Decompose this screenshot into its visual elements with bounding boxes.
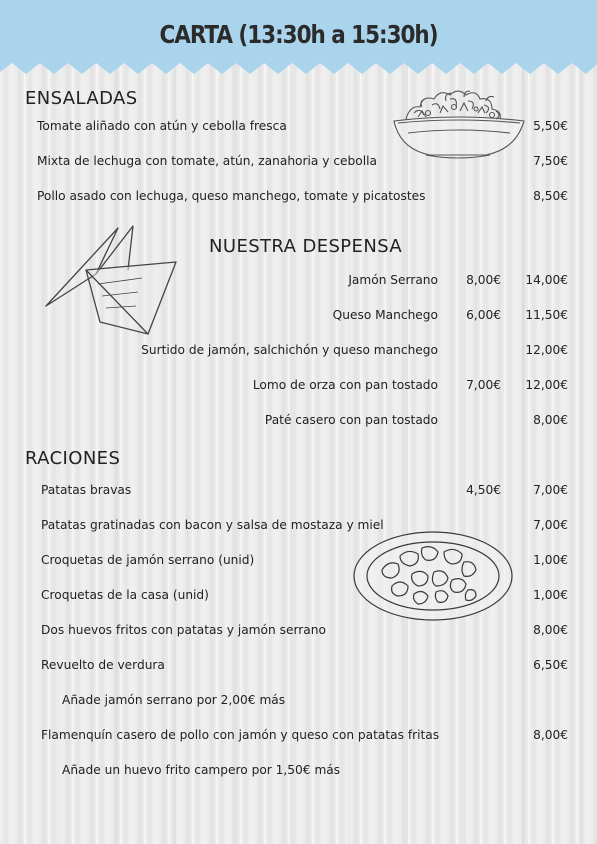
item-name: Mixta de lechuga con tomate, atún, zanahoria y cebolla — [37, 154, 377, 168]
section-title-ensaladas: ENSALADAS — [25, 88, 138, 109]
item-half-price: 4,50€ — [466, 483, 501, 497]
item-price: 8,00€ — [533, 623, 568, 637]
potato-plate-icon — [352, 530, 514, 622]
section-title-despensa: NUESTRA DESPENSA — [209, 236, 403, 257]
item-price: 8,00€ — [533, 413, 568, 427]
item-half-price: 7,00€ — [466, 378, 501, 392]
item-name: Croquetas de la casa (unid) — [41, 588, 209, 602]
menu-item — [0, 375, 597, 395]
menu-item — [0, 655, 597, 675]
menu-item-addon — [0, 760, 597, 780]
item-half-price: 8,00€ — [466, 273, 501, 287]
item-price: 6,50€ — [533, 658, 568, 672]
menu-item — [0, 340, 597, 360]
item-name: Patatas gratinadas con bacon y salsa de mostaza y miel — [41, 518, 384, 532]
item-name: Añade un huevo frito campero por 1,50€ más — [62, 763, 341, 777]
item-name: Flamenquín casero de pollo con jamón y queso con patatas fritas — [41, 728, 440, 742]
item-price: 7,00€ — [533, 483, 568, 497]
menu-item — [0, 725, 597, 745]
item-name: Patatas bravas — [41, 483, 132, 497]
item-price: 11,50€ — [525, 308, 568, 322]
item-price: 8,50€ — [533, 189, 568, 203]
item-price: 12,00€ — [525, 378, 568, 392]
menu-item — [0, 151, 597, 171]
item-price: 7,00€ — [533, 518, 568, 532]
menu-item-addon — [0, 690, 597, 710]
item-name: Tomate aliñado con atún y cebolla fresca — [37, 119, 287, 133]
item-price: 14,00€ — [525, 273, 568, 287]
menu-item — [0, 585, 597, 605]
item-price: 1,00€ — [533, 553, 568, 567]
item-name: Jamón Serrano — [348, 273, 438, 287]
header-band — [0, 0, 597, 78]
menu-item — [0, 186, 597, 206]
item-price: 7,50€ — [533, 154, 568, 168]
item-name: Croquetas de jamón serrano (unid) — [41, 553, 255, 567]
menu-item — [0, 550, 597, 570]
item-name: Queso Manchego — [332, 308, 438, 322]
item-name: Paté casero con pan tostado — [264, 413, 438, 427]
menu-item — [0, 515, 597, 535]
item-name: Revuelto de verdura — [41, 658, 165, 672]
item-price: 8,00€ — [533, 728, 568, 742]
item-name: Lomo de orza con pan tostado — [252, 378, 438, 392]
menu-item — [0, 270, 597, 290]
menu-item — [0, 480, 597, 500]
item-price: 5,50€ — [533, 119, 568, 133]
menu-item — [0, 116, 597, 136]
item-name: Dos huevos fritos con patatas y jamón serrano — [41, 623, 326, 637]
menu-item — [0, 305, 597, 325]
menu-item — [0, 410, 597, 430]
item-name: Añade jamón serrano por 2,00€ más — [62, 693, 286, 707]
item-price: 12,00€ — [525, 343, 568, 357]
page-title: CARTA (13:30h a 15:30h) — [159, 20, 438, 49]
item-price: 1,00€ — [533, 588, 568, 602]
item-name: Surtido de jamón, salchichón y queso manchego — [141, 343, 438, 357]
item-half-price: 6,00€ — [466, 308, 501, 322]
item-name: Pollo asado con lechuga, queso manchego, tomate y picatostes — [37, 189, 426, 203]
section-title-raciones: RACIONES — [25, 448, 121, 469]
menu-item — [0, 620, 597, 640]
